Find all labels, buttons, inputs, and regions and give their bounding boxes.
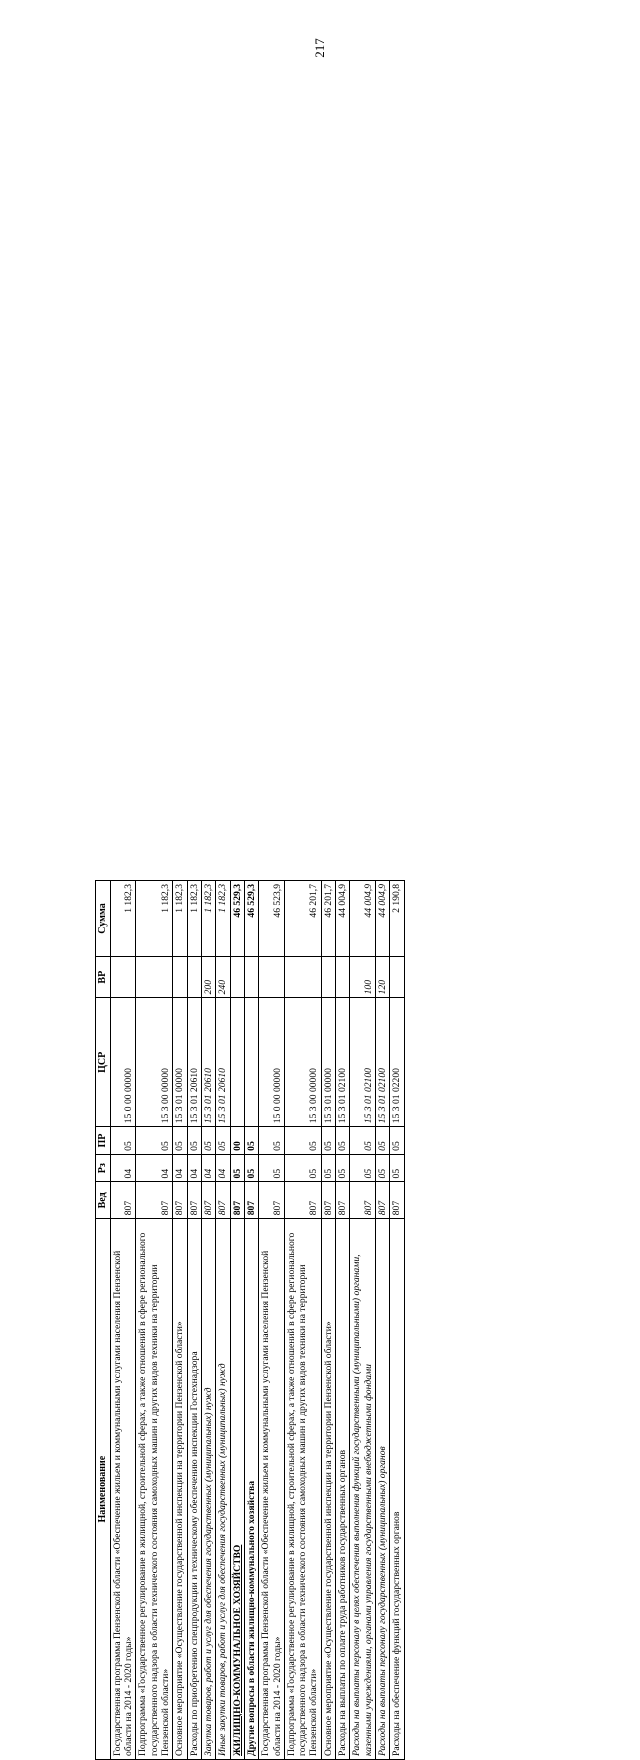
cell-sum: 44 004,9: [336, 881, 350, 957]
cell-pr: 05: [336, 1127, 350, 1155]
cell-sum: 46 529,3: [244, 881, 258, 957]
cell-sum: 44 004,9: [350, 881, 376, 957]
cell-pr: 05: [136, 1127, 173, 1155]
cell-rz: 04: [201, 1154, 215, 1182]
cell-csr: [244, 998, 258, 1127]
cell-sum: 1 182,3: [201, 881, 215, 957]
cell-pr: 00: [230, 1127, 244, 1155]
cell-pr: 05: [187, 1127, 201, 1155]
cell-pr: 05: [376, 1127, 390, 1155]
budget-table-wrapper: [95, 880, 545, 1760]
table-row: [187, 881, 201, 1760]
cell-csr: 15 3 01 02100: [376, 998, 390, 1127]
cell-sum: 46 523,9: [259, 881, 285, 957]
cell-csr: 15 3 01 02100: [350, 998, 376, 1127]
cell-csr: 15 3 01 02100: [336, 998, 350, 1127]
cell-sum: 1 182,3: [136, 881, 173, 957]
cell-pr: 05: [284, 1127, 321, 1155]
cell-vr: [284, 956, 321, 997]
cell-name: ЖИЛИЩНО-КОММУНАЛЬНОЕ ХОЗЯЙСТВО: [230, 1219, 244, 1760]
cell-sum: 1 182,3: [173, 881, 187, 957]
table-row: [284, 881, 321, 1760]
table-row: [336, 881, 350, 1760]
cell-sum: 1 182,3: [110, 881, 136, 957]
cell-vr: [390, 956, 404, 997]
cell-ved: 807: [230, 1182, 244, 1219]
table-container: [95, 880, 545, 1760]
cell-sum: 1 182,3: [216, 881, 230, 957]
cell-rz: 04: [110, 1154, 136, 1182]
cell-name: Закупка товаров, работ и услуг для обеспечения государственных (муниципальных) нужд: [201, 1219, 215, 1760]
table-header: [96, 881, 111, 1760]
table-row: [390, 881, 404, 1760]
cell-pr: 05: [173, 1127, 187, 1155]
cell-vr: [187, 956, 201, 997]
cell-name: Основное мероприятие «Осуществление государственной инспекции на территории Пензенской области»: [173, 1219, 187, 1760]
table-row: [244, 881, 258, 1760]
cell-sum: 2 190,8: [390, 881, 404, 957]
header-rz: Рз: [96, 1154, 111, 1182]
page-number: 217: [312, 38, 327, 58]
table-body: [110, 881, 404, 1760]
cell-vr: 240: [216, 956, 230, 997]
table-row: [216, 881, 230, 1760]
cell-sum: 46 529,3: [230, 881, 244, 957]
cell-rz: 05: [390, 1154, 404, 1182]
cell-rz: 04: [136, 1154, 173, 1182]
cell-csr: [230, 998, 244, 1127]
cell-csr: 15 3 01 20610: [201, 998, 215, 1127]
table-row: [376, 881, 390, 1760]
table-row: [173, 881, 187, 1760]
cell-pr: 05: [216, 1127, 230, 1155]
budget-table: [95, 880, 405, 1760]
cell-ved: 807: [376, 1182, 390, 1219]
cell-csr: 15 3 00 00000: [136, 998, 173, 1127]
cell-rz: 05: [376, 1154, 390, 1182]
cell-name: Государственная программа Пензенской области «Обеспечение жильем и коммунальными услугами населения Пензенской области на 2014 - 2020 годы»: [110, 1219, 136, 1760]
cell-csr: 15 3 01 20610: [187, 998, 201, 1127]
header-name: Наименование: [96, 1219, 111, 1760]
cell-vr: 120: [376, 956, 390, 997]
cell-name: Основное мероприятие «Осуществление государственной инспекции на территории Пензенской области»: [321, 1219, 335, 1760]
cell-csr: 15 0 00 00000: [259, 998, 285, 1127]
header-vr: ВР: [96, 956, 111, 997]
cell-name: Расходы на выплаты по оплате труда работников государственных органов: [336, 1219, 350, 1760]
cell-pr: 05: [244, 1127, 258, 1155]
cell-vr: [336, 956, 350, 997]
cell-rz: 05: [244, 1154, 258, 1182]
cell-ved: 807: [201, 1182, 215, 1219]
header-csr: ЦСР: [96, 998, 111, 1127]
cell-pr: 05: [259, 1127, 285, 1155]
cell-csr: 15 3 01 00000: [321, 998, 335, 1127]
cell-name: Расходы на обеспечение функций государственных органов: [390, 1219, 404, 1760]
cell-ved: 807: [216, 1182, 230, 1219]
cell-pr: 05: [110, 1127, 136, 1155]
cell-csr: 15 3 01 02200: [390, 998, 404, 1127]
cell-vr: [136, 956, 173, 997]
cell-pr: 05: [350, 1127, 376, 1155]
header-sum: Сумма: [96, 881, 111, 957]
header-ved: Вед: [96, 1182, 111, 1219]
cell-vr: [173, 956, 187, 997]
table-row: [136, 881, 173, 1760]
cell-ved: 807: [136, 1182, 173, 1219]
cell-ved: 807: [187, 1182, 201, 1219]
table-row: [350, 881, 376, 1760]
cell-name: Государственная программа Пензенской области «Обеспечение жильем и коммунальными услугами населения Пензенской области на 2014 - 2020 годы»: [259, 1219, 285, 1760]
cell-ved: 807: [244, 1182, 258, 1219]
cell-vr: [110, 956, 136, 997]
cell-name: Расходы по приобретению спецпродукции и техническому обеспечению инспекции Гостехнадзора: [187, 1219, 201, 1760]
cell-ved: 807: [336, 1182, 350, 1219]
cell-csr: 15 3 01 20610: [216, 998, 230, 1127]
cell-csr: 15 3 00 00000: [284, 998, 321, 1127]
header-pr: ПР: [96, 1127, 111, 1155]
cell-name: Подпрограмма «Государственное регулирование в жилищной, строительной сферах, а также отношений в сфере регионального государственного надзора в области технического состояния самоходных машин и других видов техники на территории Пензенской области»: [136, 1219, 173, 1760]
table-row: [110, 881, 136, 1760]
cell-ved: 807: [173, 1182, 187, 1219]
cell-rz: 04: [187, 1154, 201, 1182]
cell-sum: 46 201,7: [284, 881, 321, 957]
cell-vr: [259, 956, 285, 997]
cell-rz: 05: [259, 1154, 285, 1182]
cell-ved: 807: [284, 1182, 321, 1219]
cell-pr: 05: [390, 1127, 404, 1155]
table-row: [259, 881, 285, 1760]
cell-name: Другие вопросы в области жилищно-коммунального хозяйства: [244, 1219, 258, 1760]
cell-vr: [321, 956, 335, 997]
table-row: [201, 881, 215, 1760]
cell-name: Расходы на выплаты персоналу государственных (муниципальных) органов: [376, 1219, 390, 1760]
cell-name: Расходы на выплаты персоналу в целях обеспечения выполнения функций государственными (муниципальными) органами, казенными учреждениями, органами управления государственными внебюджетными фондами: [350, 1219, 376, 1760]
cell-vr: 100: [350, 956, 376, 997]
cell-sum: 44 004,9: [376, 881, 390, 957]
cell-name: Подпрограмма «Государственное регулирование в жилищной, строительной сферах, а также отношений в сфере регионального государственного надзора в области технического состояния самоходных машин и других видов техники на территории Пензенской области»: [284, 1219, 321, 1760]
cell-ved: 807: [350, 1182, 376, 1219]
cell-ved: 807: [259, 1182, 285, 1219]
cell-ved: 807: [110, 1182, 136, 1219]
cell-name: Иные закупки товаров, работ и услуг для обеспечения государственных (муниципальных) нужд: [216, 1219, 230, 1760]
cell-rz: 04: [173, 1154, 187, 1182]
cell-csr: 15 0 00 00000: [110, 998, 136, 1127]
cell-sum: 1 182,3: [187, 881, 201, 957]
table-row: [321, 881, 335, 1760]
cell-rz: 05: [336, 1154, 350, 1182]
cell-rz: 05: [321, 1154, 335, 1182]
cell-rz: 05: [284, 1154, 321, 1182]
table-row: [230, 881, 244, 1760]
cell-rz: 04: [216, 1154, 230, 1182]
cell-sum: 46 201,7: [321, 881, 335, 957]
cell-ved: 807: [321, 1182, 335, 1219]
cell-csr: 15 3 01 00000: [173, 998, 187, 1127]
cell-vr: [230, 956, 244, 997]
cell-rz: 05: [230, 1154, 244, 1182]
cell-ved: 807: [390, 1182, 404, 1219]
cell-vr: [244, 956, 258, 997]
cell-vr: 200: [201, 956, 215, 997]
cell-pr: 05: [201, 1127, 215, 1155]
cell-pr: 05: [321, 1127, 335, 1155]
cell-rz: 05: [350, 1154, 376, 1182]
